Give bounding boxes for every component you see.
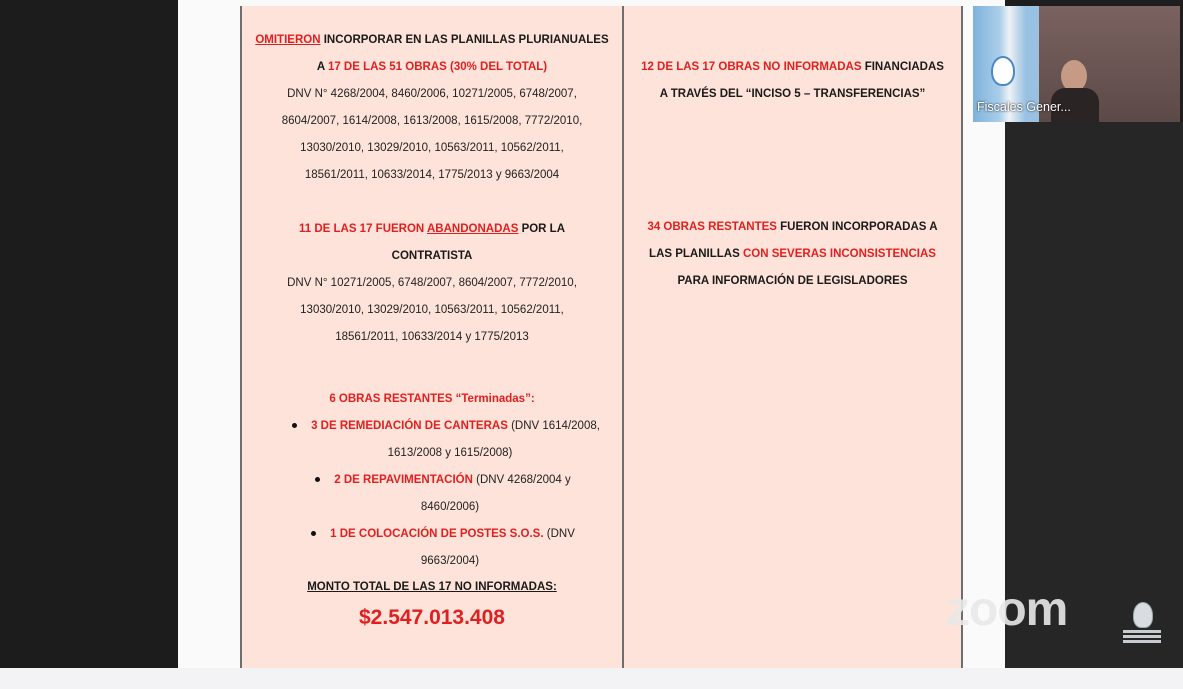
bullet-1-b: (DNV 1614/2008,	[507, 420, 600, 432]
r1-line2: A TRAVÉS DEL “INCISO 5 – TRANSFERENCIAS”	[659, 88, 926, 100]
bullet-1-line2: 1613/2008 y 1615/2008)	[387, 447, 513, 459]
s2-dnv-2: 13030/2010, 13029/2010, 10563/2011, 10562/2011,	[300, 304, 564, 316]
s1-line1-rest: INCORPORAR EN LAS PLANILLAS PLURIANUALES	[320, 34, 609, 46]
bullet-1-line1	[242, 413, 622, 440]
crest-lines	[1123, 630, 1161, 633]
r1-line1	[624, 54, 961, 81]
s1-line1	[242, 27, 622, 54]
bullet-2-line1	[242, 467, 622, 494]
s2-line1-c: POR LA	[518, 223, 566, 235]
s1-dnv-4: 18561/2011, 10633/2014, 1775/2013 y 9663/2004	[304, 169, 560, 181]
r2-line2-a: LAS PLANILLAS	[649, 248, 743, 260]
emblem-icon	[991, 56, 1015, 86]
s1-line2	[242, 54, 622, 81]
s1-dnv-2: 8604/2007, 1614/2008, 1613/2008, 1615/2008, 7772/2010,	[281, 115, 583, 127]
bullet-2-line2: 8460/2006)	[420, 501, 480, 513]
bullet-dot	[292, 423, 297, 428]
bullet-2-a: 2 DE REPAVIMENTACIÓN	[334, 474, 473, 486]
crest-icon	[1123, 602, 1161, 650]
left-black-area	[0, 0, 178, 668]
s3-title: 6 OBRAS RESTANTES “Terminadas”:	[329, 393, 535, 405]
total-label: MONTO TOTAL DE LAS 17 NO INFORMADAS:	[307, 581, 557, 593]
s2-line1-a: 11 DE LAS 17 FUERON	[298, 223, 427, 235]
s1-dnv-1: DNV N° 4268/2004, 8460/2006, 10271/2005, 6748/2007,	[287, 88, 577, 100]
r2-line1	[624, 214, 961, 241]
bullet-dot	[311, 531, 316, 536]
bottom-bar	[0, 668, 1183, 689]
r2-line3: PARA INFORMACIÓN DE LEGISLADORES	[677, 275, 908, 287]
bullet-3-line1	[242, 521, 622, 548]
r1-line1-b: FINANCIADAS	[861, 61, 944, 73]
omitieron-text: OMITIERON	[255, 34, 321, 46]
bullet-1-a: 3 DE REMEDIACIÓN DE CANTERAS	[311, 420, 508, 432]
bullet-3-a: 1 DE COLOCACIÓN DE POSTES S.O.S.	[330, 528, 544, 540]
r2-line1-b: FUERON INCORPORADAS A	[776, 221, 938, 233]
r2-line1-a: 34 OBRAS RESTANTES	[647, 221, 777, 233]
slide-table	[240, 6, 963, 668]
r2-line2	[624, 241, 961, 268]
total-amount: $2.547.013.408	[359, 606, 505, 629]
bullet-3-line2: 9663/2004)	[420, 555, 480, 567]
bullet-3-b: (DNV	[543, 528, 575, 540]
participant-name: Fiscales Gener...	[977, 100, 1071, 114]
s1-line2-b: 17 DE LAS 51 OBRAS (30% DEL TOTAL)	[327, 61, 548, 73]
r2-line2-b: CON SEVERAS INCONSISTENCIAS	[742, 248, 936, 260]
s1-dnv-3: 13030/2010, 13029/2010, 10563/2011, 10562/2011,	[300, 142, 564, 154]
zoom-watermark: zoom	[946, 583, 1068, 636]
s2-line2: CONTRATISTA	[391, 250, 473, 262]
s2-dnv-3: 18561/2011, 10633/2014 y 1775/2013	[335, 331, 529, 343]
r1-line1-a: 12 DE LAS 17 OBRAS NO INFORMADAS	[641, 61, 862, 73]
s2-line1	[242, 216, 622, 243]
bullet-dot	[315, 477, 320, 482]
bullet-2-b: (DNV 4268/2004 y	[472, 474, 571, 486]
s1-line2-a: A	[316, 61, 328, 73]
participant-video-tile[interactable]	[973, 6, 1180, 122]
s2-dnv-1: DNV N° 10271/2005, 6748/2007, 8604/2007, 7772/2010,	[287, 277, 577, 289]
crest-shape	[1133, 602, 1153, 628]
abandonadas-text: ABANDONADAS	[427, 223, 519, 235]
